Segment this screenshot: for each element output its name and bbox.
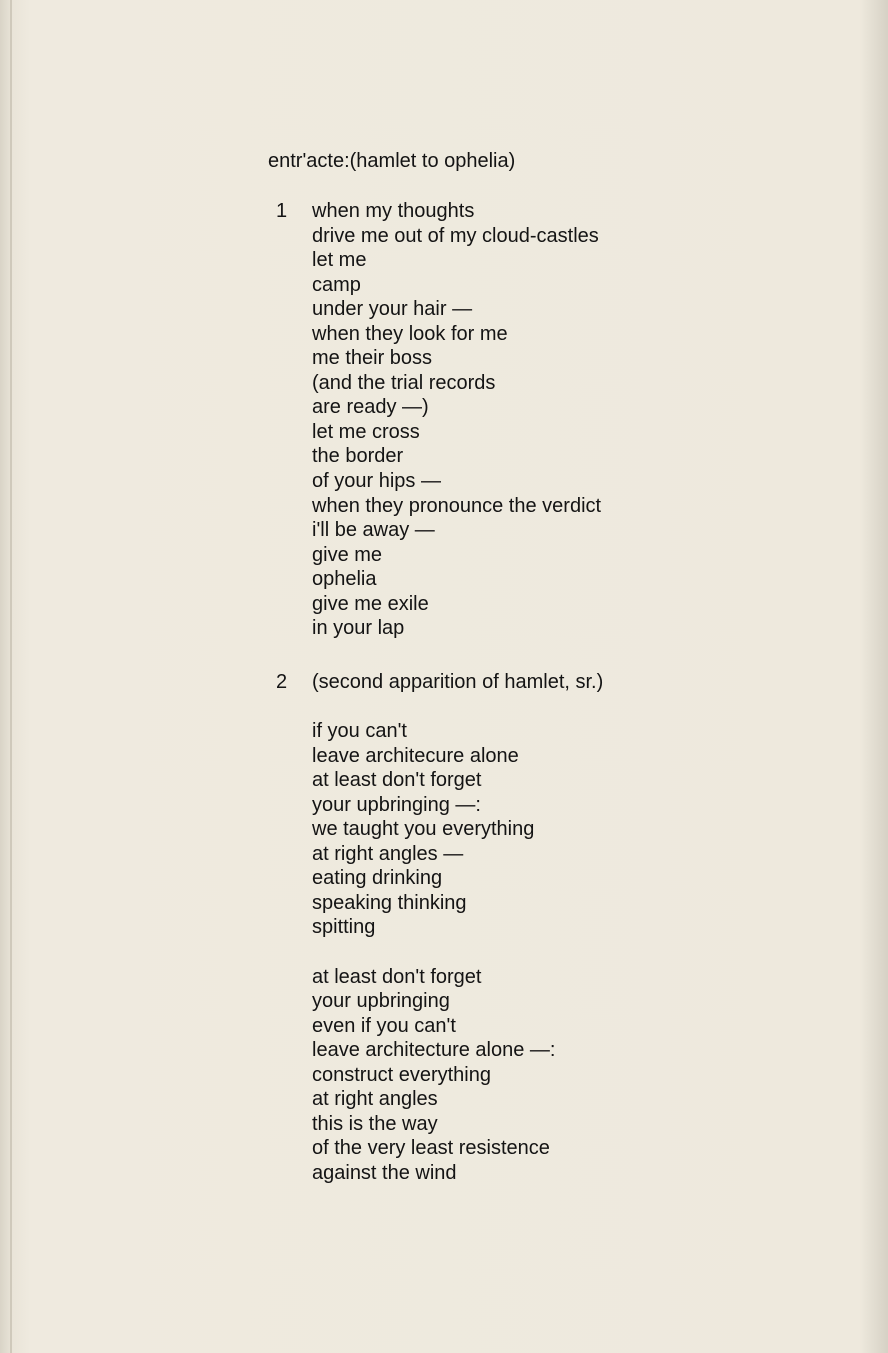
verse-line: if you can't (312, 720, 407, 743)
verse-line: give me exile (312, 592, 429, 615)
verse-line: of your hips — (312, 470, 441, 493)
verse-line: we taught you everything (312, 818, 535, 841)
verse-line: leave architecure alone (312, 744, 519, 767)
poem-title: entr'acte:(hamlet to ophelia) (268, 150, 516, 172)
verse-line: in your lap (312, 617, 405, 640)
verse-line: spitting (312, 916, 376, 939)
section-number-2: 2 (276, 671, 288, 693)
verse-line: i'll be away — (312, 519, 435, 542)
verse-line: camp (312, 273, 361, 296)
verse-line: your upbringing —: (312, 793, 481, 816)
page-binding-edge (10, 0, 12, 1353)
verse-line: at right angles (312, 1088, 438, 1111)
section-1-verse (312, 199, 601, 641)
verse-line: under your hair — (312, 298, 473, 321)
verse-line: give me (312, 543, 383, 566)
verse-line: me their boss (312, 347, 433, 370)
verse-line: when they look for me (312, 322, 508, 345)
section-2-verse (312, 670, 603, 1185)
verse-line: leave architecture alone —: (312, 1039, 556, 1062)
verse-line: against the wind (312, 1161, 457, 1184)
verse-line: when my thoughts (312, 200, 475, 222)
verse-line: speaking thinking (312, 891, 467, 914)
stanza-gap (312, 695, 603, 720)
verse-line: let me (312, 249, 367, 272)
section-number-1: 1 (276, 200, 288, 222)
verse-line: the border (312, 445, 404, 468)
verse-line: this is the way (312, 1112, 438, 1135)
verse-line: are ready —) (312, 396, 429, 419)
verse-line: ophelia (312, 568, 377, 591)
verse-line: eating drinking (312, 867, 443, 890)
verse-line: when they pronounce the verdict (312, 494, 602, 517)
verse-line: (and the trial records (312, 371, 496, 394)
verse-line: drive me out of my cloud-castles (312, 224, 599, 247)
verse-line: at right angles — (312, 842, 464, 865)
verse-line: at least don't forget (312, 965, 482, 988)
verse-line: let me cross (312, 420, 420, 443)
verse-line: of the very least resistence (312, 1137, 550, 1160)
verse-line: at least don't forget (312, 769, 482, 792)
verse-line: construct everything (312, 1063, 491, 1086)
verse-line: your upbringing (312, 990, 450, 1013)
verse-line: even if you can't (312, 1014, 456, 1037)
stanza-gap (312, 940, 603, 965)
section-2-heading: (second apparition of hamlet, sr.) (312, 671, 604, 693)
